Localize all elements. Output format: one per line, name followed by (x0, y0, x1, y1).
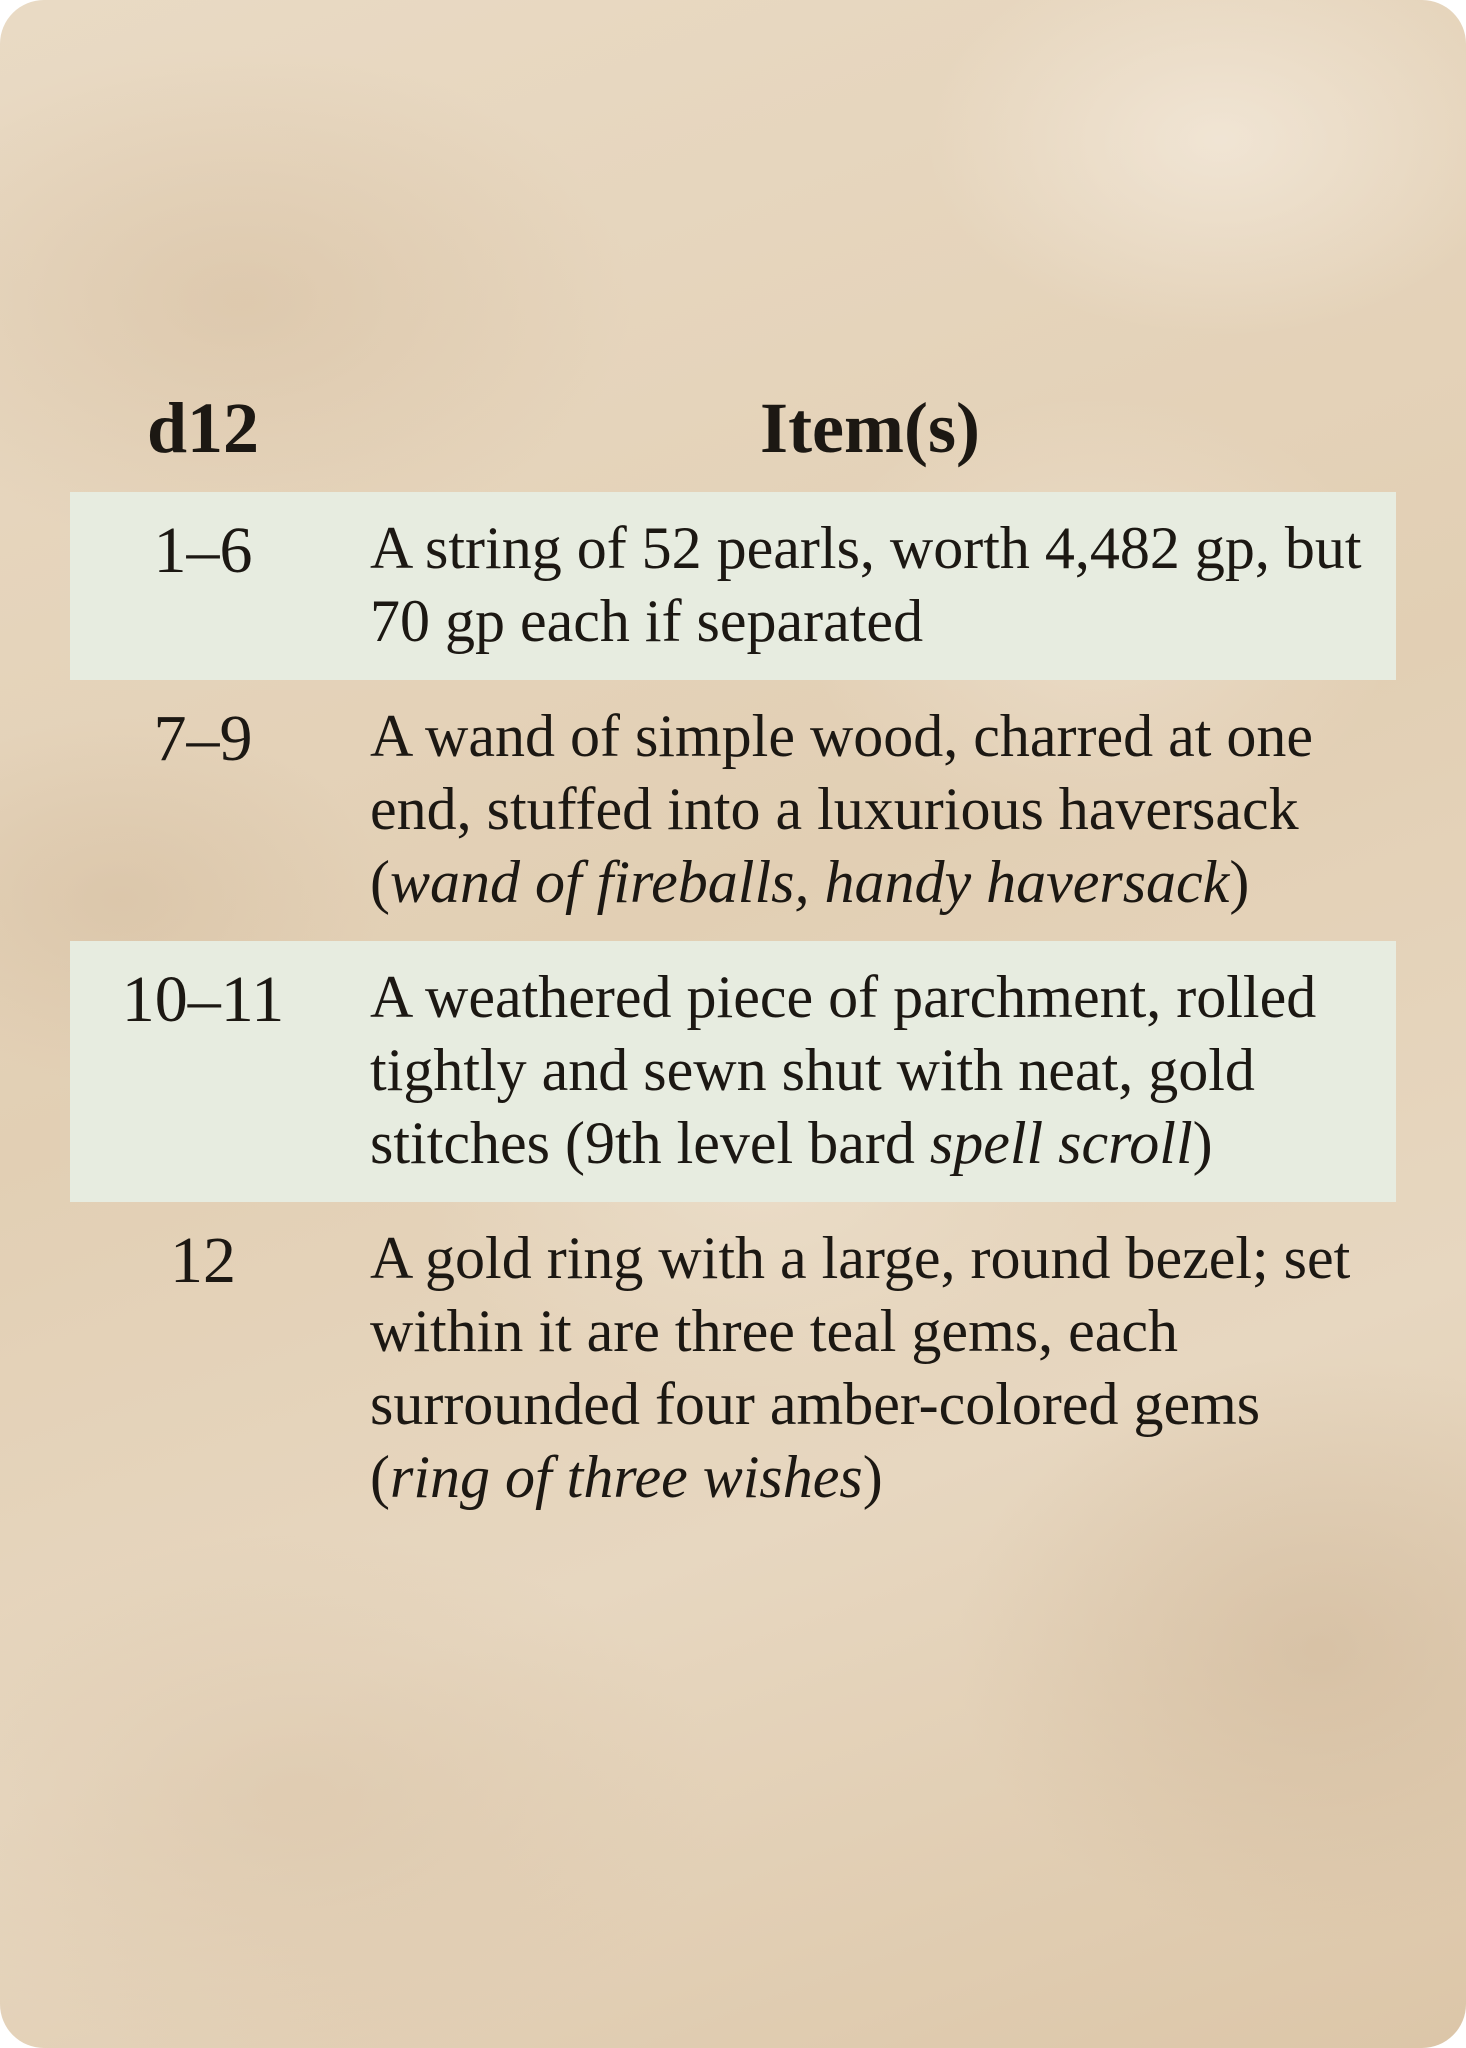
table-header (70, 370, 1396, 492)
description-text: A string of 52 pearls, worth 4,482 gp, but 70 gp each if separated (370, 515, 1362, 654)
magic-item-name: spell scroll (929, 1110, 1193, 1176)
table-row (70, 941, 1396, 1202)
item-description (370, 961, 1370, 1180)
roll-range: 10–11 (121, 963, 285, 1036)
loot-table (70, 370, 1396, 1536)
table-row (70, 1202, 1396, 1536)
roll-range: 12 (170, 1224, 236, 1297)
description-text: ) (1192, 1110, 1213, 1176)
header-items: Item(s) (760, 388, 980, 468)
table-row (70, 492, 1396, 680)
description-text: A weathered piece of parchment, rolled tightly and sewn shut with neat, gold stitches (9th level bard (370, 964, 1317, 1176)
magic-item-name: wand of fireballs, handy haversack (389, 849, 1230, 915)
description-text: A gold ring with a large, round bezel; set within it are three teal gems, each surrounded four amber-colored gems ( (370, 1225, 1351, 1510)
roll-range: 7–9 (153, 702, 253, 775)
description-text: A wand of simple wood, charred at one end, stuffed into a luxurious haversack ( (370, 703, 1314, 915)
table-row (70, 680, 1396, 941)
item-description (370, 512, 1370, 658)
roll-range: 1–6 (153, 514, 253, 587)
description-text: ) (1229, 849, 1250, 915)
header-roll: d12 (146, 388, 260, 468)
description-text: ) (862, 1444, 883, 1510)
item-description (370, 700, 1370, 919)
item-description (370, 1222, 1370, 1514)
magic-item-name: ring of three wishes (389, 1444, 863, 1510)
